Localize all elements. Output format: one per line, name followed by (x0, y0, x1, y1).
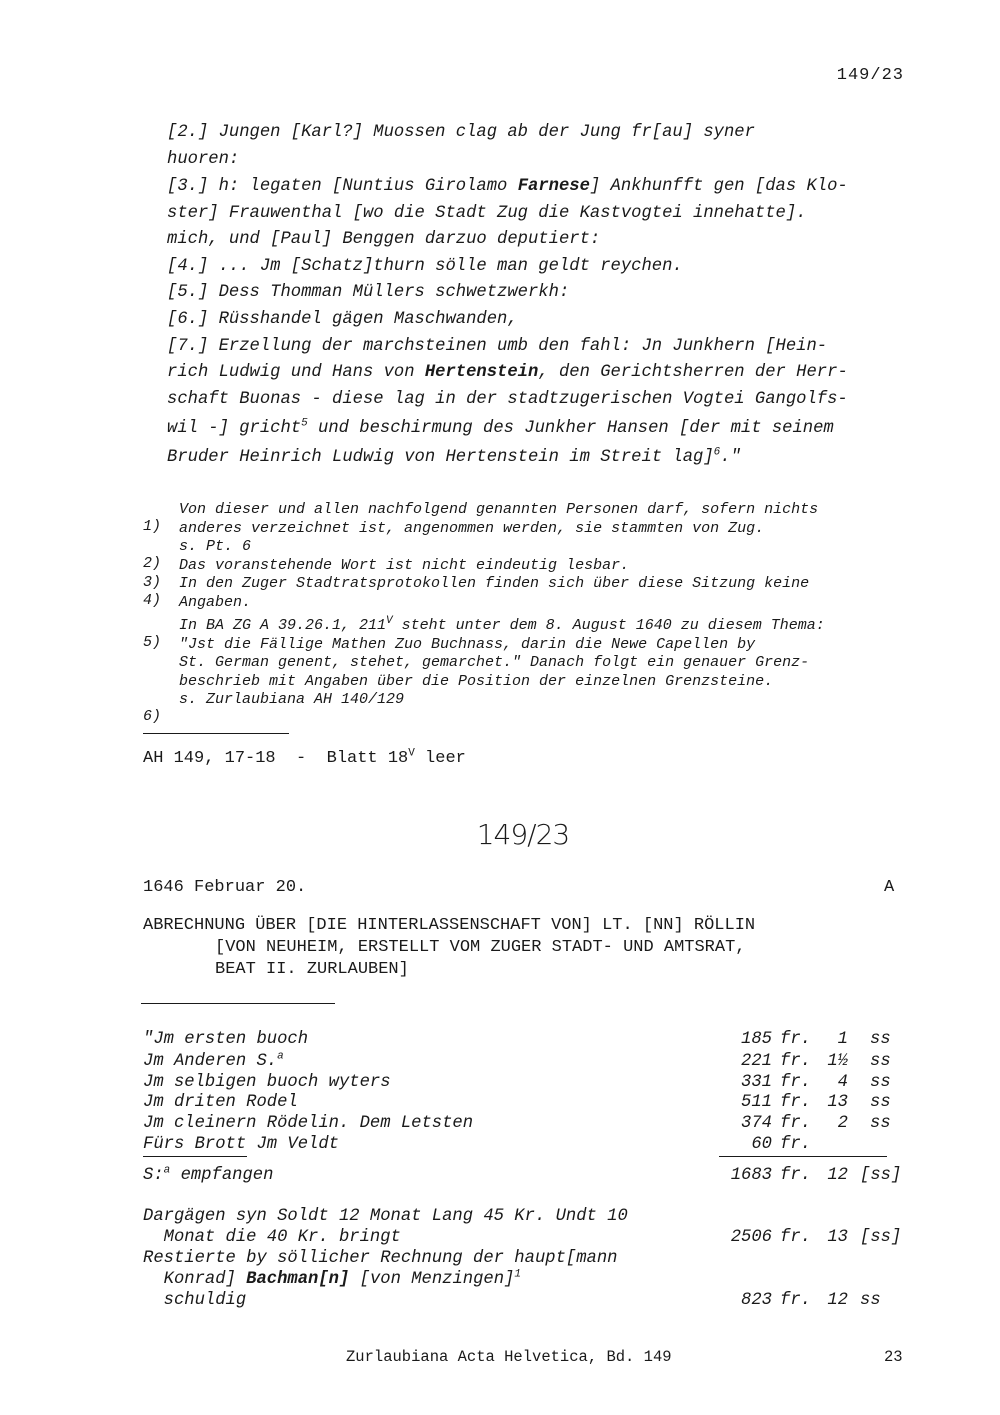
footnote-text: Von dieser und allen nachfolgend genannten Personen darf, sofern nichts (179, 501, 819, 518)
text-span: AH 149, 17-18 - Blatt 18 (143, 749, 409, 768)
footnote-text (179, 617, 825, 634)
entry-line-3-cont: ster] Frauwenthal [wo die Stadt Zug die Kastvogtei innehatte]. (167, 204, 807, 223)
entry-line-3-cont2: mich, und [Paul] Benggen darzuo deputiert: (167, 230, 601, 249)
footnote-text: "Jst die Fällige Mathen Zuo Buchnass, darin die Newe Capellen by (179, 636, 756, 653)
name-bachmann: Bachman[n] (246, 1270, 350, 1289)
page-number: 23 (884, 1348, 903, 1366)
account-row-label (143, 1114, 473, 1133)
total-label (143, 1166, 273, 1185)
total-sub: 12 (827, 1166, 848, 1185)
entry-line-7-cont (167, 363, 848, 382)
footnote-ref-6: 6 (713, 446, 721, 459)
footnote-number: 1) (143, 518, 162, 535)
account-row-amount: 60 (751, 1135, 772, 1154)
text-span: ] Ankhunfft gen [das Klo- (589, 177, 848, 196)
document-heading-line-3: BEAT II. ZURLAUBEN] (215, 960, 409, 979)
footnote-text: anderes verzeichnet ist, angenommen werden, sie stammten von Zug. (179, 520, 765, 537)
entry-line-3 (167, 177, 848, 196)
footnote-text: Angaben. (179, 594, 252, 611)
account-row-sub: 1½ (827, 1052, 848, 1071)
total-unit: fr. (780, 1166, 811, 1185)
sum-rule-left (143, 1156, 247, 1157)
account-row-sub-unit: ss (870, 1073, 891, 1092)
footnote-text: St. German genent, stehet, gemarchet." Danach folgt ein genauer Grenz- (179, 654, 810, 671)
text-span: Konrad] (143, 1270, 247, 1289)
verso-mark: V (408, 747, 415, 760)
text-span: Jm driten Rodel (143, 1093, 298, 1112)
document-type-letter: A (884, 878, 895, 897)
footnote-6 (143, 691, 405, 742)
footnote-text: In den Zuger Stadtratsprotokollen finden sich über diese Sitzung keine (179, 575, 810, 592)
deduction-line-2: Monat die 40 Kr. bringt (143, 1228, 401, 1247)
document-heading-line-1: ABRECHNUNG ÜBER [DIE HINTERLASSENSCHAFT VON] LT. [NN] RÖLLIN (143, 916, 756, 935)
account-row-unit: fr. (780, 1135, 811, 1154)
text-span: "Jm ersten buoch (143, 1030, 309, 1049)
text-span: leer (414, 749, 466, 768)
entry-line-2: [2.] Jungen [Karl?] Muossen clag ab der Jung fr[au] syner (167, 123, 755, 142)
text-span: Fürs Brott Jm Veldt (143, 1135, 339, 1154)
account-row-amount: 221 (741, 1052, 772, 1071)
rest-line-2 (143, 1270, 521, 1289)
deduction-sub-unit: [ss] (860, 1228, 902, 1247)
account-row-label (143, 1093, 298, 1112)
footnote-number: 3) (143, 574, 162, 591)
separator-rule (143, 733, 289, 734)
footnote-text: beschrieb mit Angaben über die Position der einzelnen Grenzsteine. (179, 673, 774, 690)
rest-sub: 12 (827, 1291, 848, 1310)
text-span: steht unter dem 8. August 1640 zu diesem Thema: (392, 617, 825, 634)
account-row-sub: 2 (837, 1114, 848, 1133)
footnote-ref-a: a (277, 1050, 284, 1063)
name-hertenstein: Hertenstein (424, 363, 539, 382)
account-row-amount: 331 (741, 1073, 772, 1092)
account-row-unit: fr. (780, 1114, 811, 1133)
account-row-unit: fr. (780, 1073, 811, 1092)
text-span: empfangen (170, 1166, 274, 1185)
account-row-label (143, 1073, 391, 1092)
text-span: wil -] gricht (167, 419, 302, 438)
entry-line-4: [4.] ... Jm [Schatz]thurn sölle man geldt reychen. (167, 257, 683, 276)
text-span: Jm selbigen buoch wyters (143, 1073, 391, 1092)
rest-amount: 823 (741, 1291, 772, 1310)
entry-line-7: [7.] Erzellung der marchsteinen umb den fahl: Jn Junkhern [Hein- (167, 337, 828, 356)
account-row-label (143, 1135, 339, 1154)
account-row-label (143, 1052, 284, 1071)
footnote-ref-5: 5 (301, 417, 308, 430)
account-row-unit: fr. (780, 1093, 811, 1112)
entry-line-7-cont4 (167, 448, 741, 467)
text-span: In BA ZG A 39.26.1, 211 (179, 617, 387, 634)
account-row-label (143, 1030, 308, 1049)
text-span: Jm cleinern Rödelin. Dem Letsten (143, 1114, 474, 1133)
rest-line-1: Restierte by söllicher Rechnung der haupt[mann (143, 1249, 618, 1268)
account-row-amount: 185 (741, 1030, 772, 1049)
deduction-sub: 13 (827, 1228, 848, 1247)
account-row-sub-unit: ss (870, 1030, 891, 1049)
footnote-text: s. Pt. 6 (179, 538, 252, 555)
sum-rule-right (719, 1156, 887, 1157)
document-number-text: 149/23 (476, 818, 570, 851)
text-span: , den Gerichtsherren der Herr- (538, 363, 848, 382)
account-row-sub-unit: ss (870, 1052, 891, 1071)
text-span: [von Menzingen] (349, 1270, 515, 1289)
account-row-unit: fr. (780, 1030, 811, 1049)
rest-line-3: schuldig (143, 1291, 247, 1310)
text-span: Bruder Heinrich Ludwig von Hertenstein im Streit lag] (167, 448, 714, 467)
page-reference: 149/23 (836, 66, 904, 85)
text-span: S: (143, 1166, 164, 1185)
footer-title: Zurlaubiana Acta Helvetica, Bd. 149 (346, 1348, 672, 1366)
footnote-number: 5) (143, 634, 162, 651)
footnote-ref-1: 1 (514, 1268, 521, 1281)
deduction-line-1: Dargägen syn Soldt 12 Monat Lang 45 Kr. Undt 10 (143, 1207, 628, 1226)
name-farnese: Farnese (517, 177, 590, 196)
text-span: rich Ludwig und Hans von (167, 363, 425, 382)
total-amount: 1683 (730, 1166, 772, 1185)
account-row-sub: 13 (827, 1093, 848, 1112)
footnote-number: 2) (143, 555, 162, 572)
footnote-number: 6) (143, 708, 162, 725)
account-row-sub: 1 (837, 1030, 848, 1049)
entry-line-6: [6.] Rüsshandel gägen Maschwanden, (167, 310, 518, 329)
document-date: 1646 Februar 20. (143, 878, 307, 897)
rest-unit: fr. (780, 1291, 811, 1310)
text-span: [3.] h: legaten [Nuntius Girolamo (167, 177, 518, 196)
account-row-sub-unit: ss (870, 1114, 891, 1133)
account-row-sub-unit: ss (870, 1093, 891, 1112)
entry-line-7-cont2: schaft Buonas - diese lag in der stadtzugerischen Vogtei Gangolfs- (167, 390, 848, 409)
account-row-amount: 511 (741, 1093, 772, 1112)
document-number (0, 818, 1000, 851)
footnote-text: s. Zurlaubiana AH 140/129 (179, 691, 405, 708)
footnote-number: 4) (143, 592, 162, 609)
deduction-amount: 2506 (730, 1228, 772, 1247)
text-span: ." (720, 448, 741, 467)
verso-mark: V (386, 615, 393, 627)
total-sub-unit: [ss] (860, 1166, 902, 1185)
separator-rule (141, 1003, 335, 1004)
source-reference (143, 749, 466, 768)
entry-line-2-cont: huoren: (167, 150, 240, 169)
account-row-amount: 374 (741, 1114, 772, 1133)
document-heading-line-2: [VON NEUHEIM, ERSTELLT VOM ZUGER STADT- UND AMTSRAT, (215, 938, 746, 957)
entry-line-7-cont3 (167, 419, 834, 438)
entry-line-5: [5.] Dess Thomman Müllers schwetzwerkh: (167, 283, 570, 302)
account-row-sub: 4 (837, 1073, 848, 1092)
account-row-unit: fr. (780, 1052, 811, 1071)
deduction-unit: fr. (780, 1228, 811, 1247)
footnote-text: Das voranstehende Wort ist nicht eindeutig lesbar. (179, 557, 630, 574)
rest-sub-unit: ss (860, 1291, 881, 1310)
text-span: Jm Anderen S. (143, 1052, 278, 1071)
superscript: a (163, 1164, 171, 1177)
text-span: und beschirmung des Junkher Hansen [der mit seinem (307, 419, 834, 438)
